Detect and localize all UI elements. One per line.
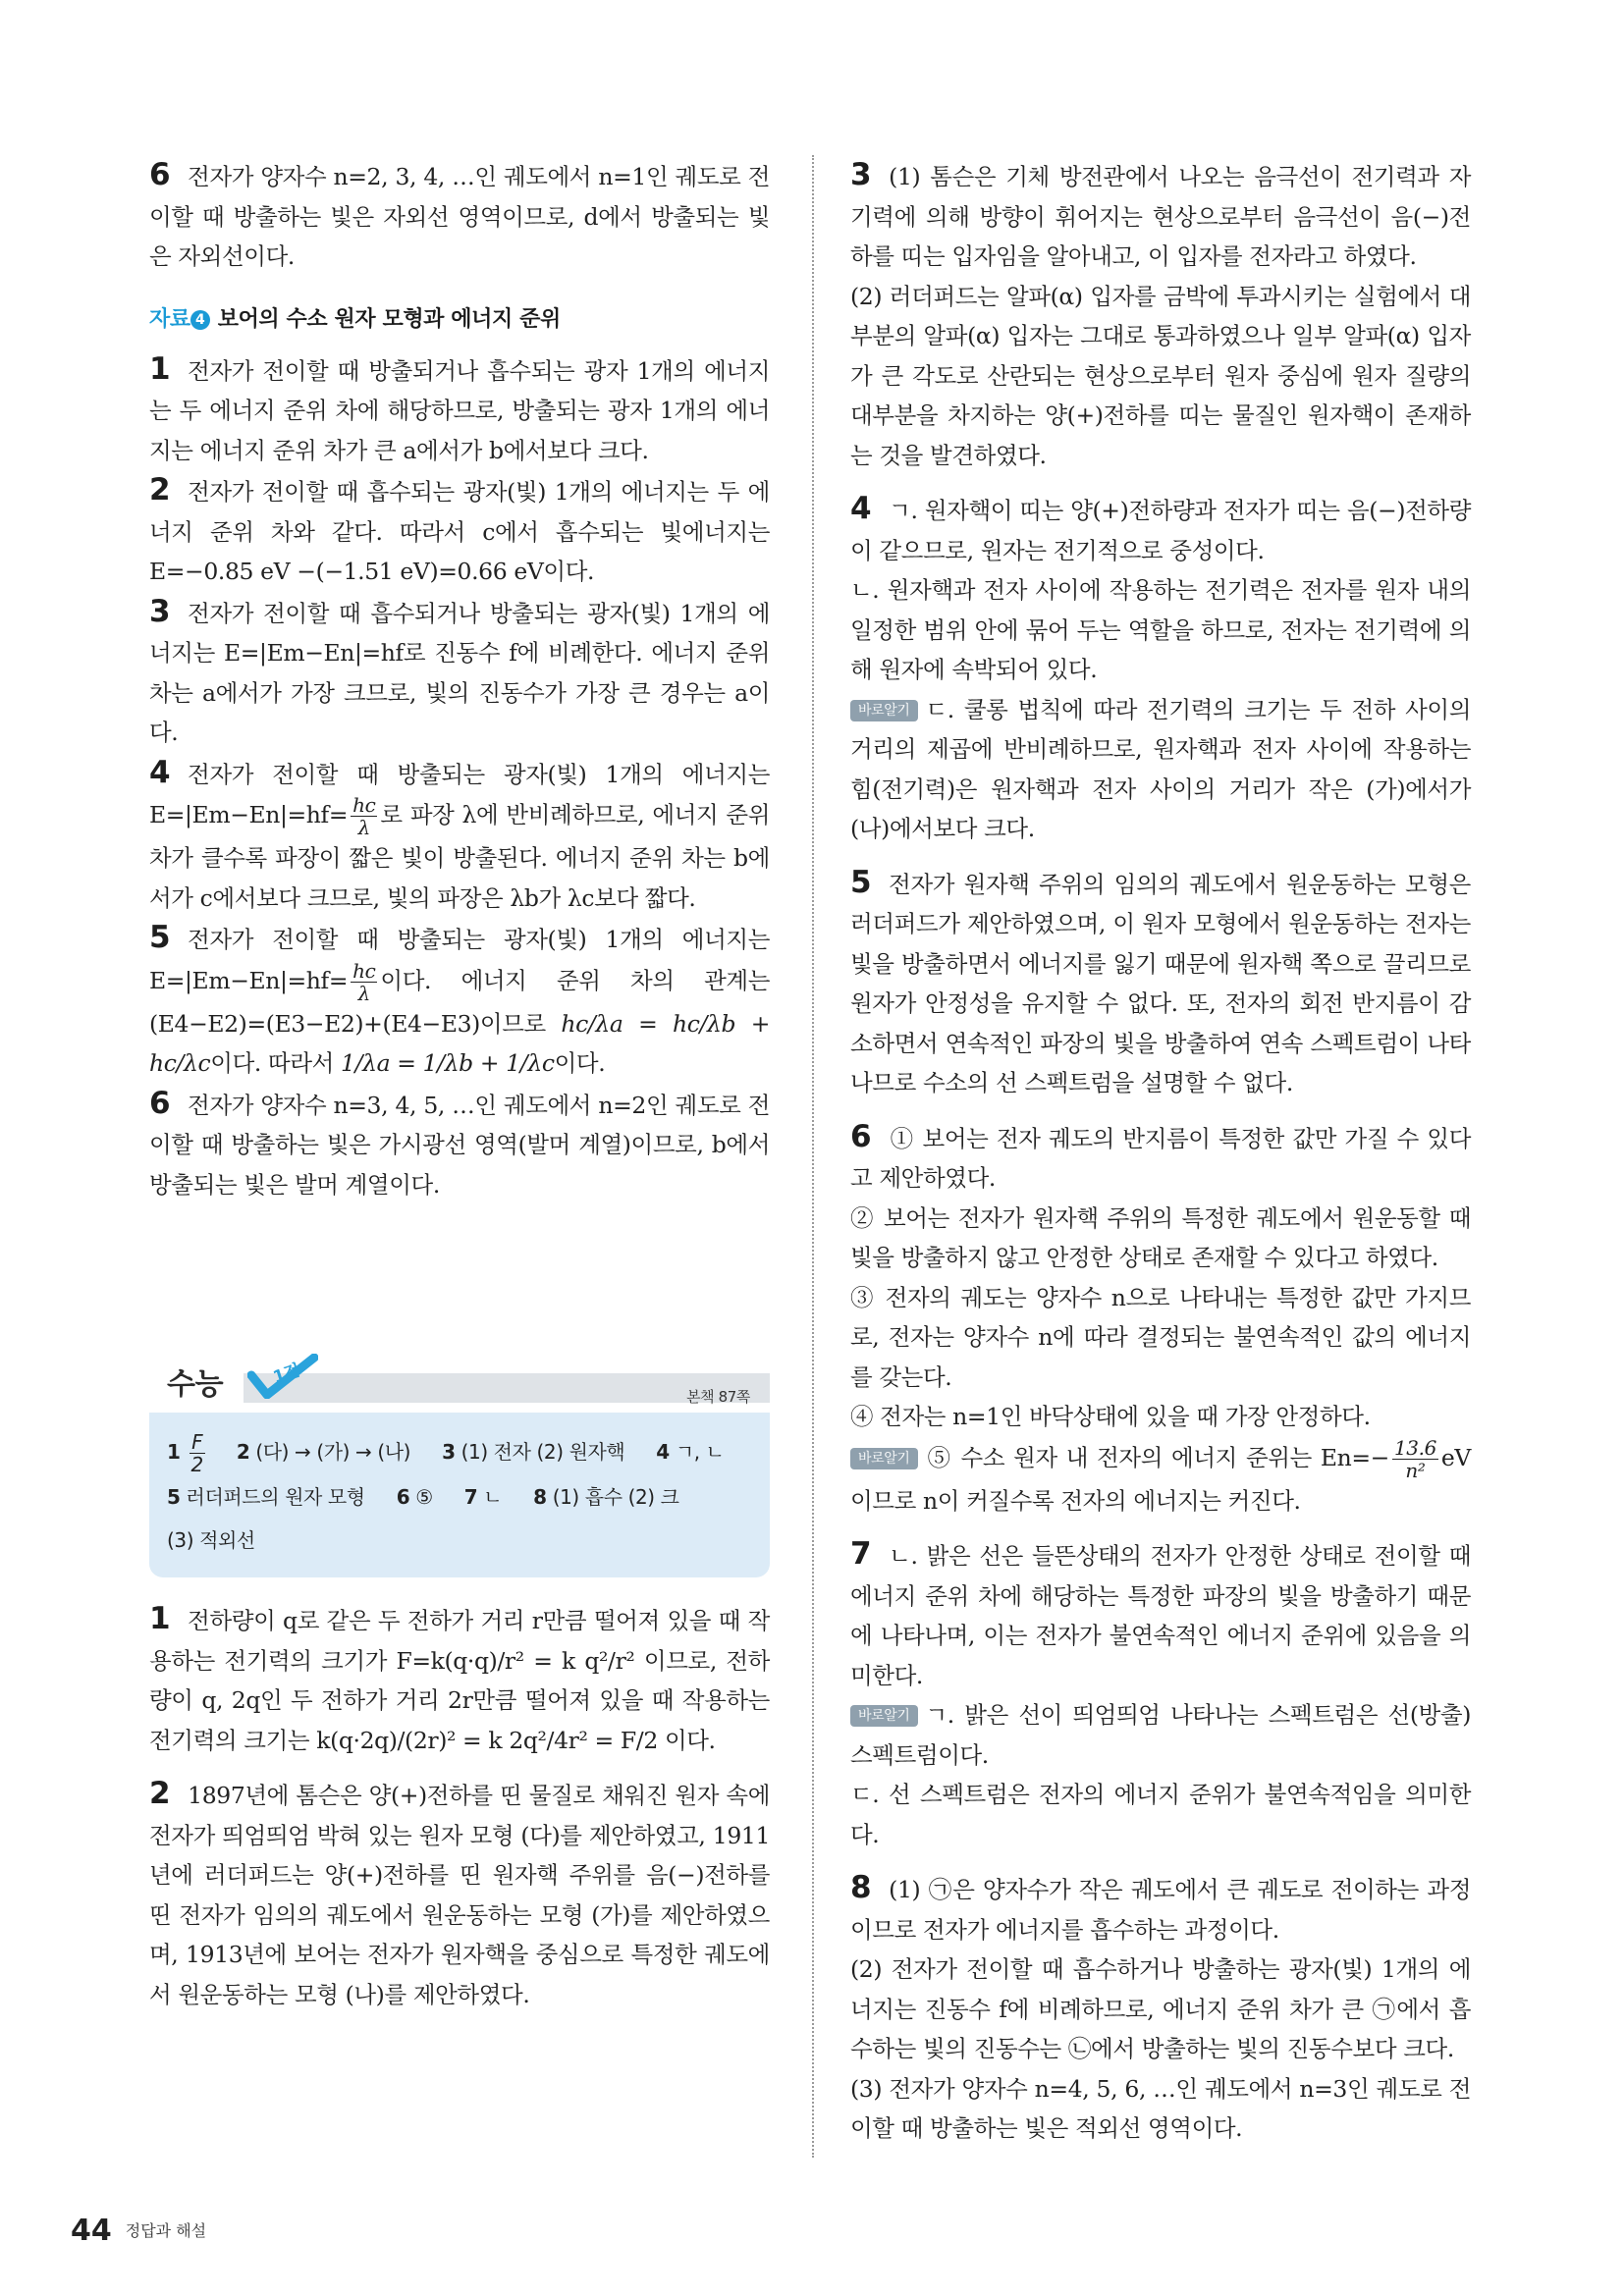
column-divider [812,155,814,2158]
page-footer [71,2214,206,2248]
data-answer-1: 1 전자가 전이할 때 방출되거나 흡수되는 광자 1개의 에너지는 두 에너지 준위 차에 해당하므로, 방출되는 광자 1개의 에너지는 에너지 준위 차가 큰 a에서가 b에서보다 크다. [149,350,770,464]
section-heading: 자료 4 보어의 수소 원자 모형과 에너지 준위 [149,306,561,332]
answer-3: 3 (1) 톰슨은 기체 방전관에서 나오는 음극선이 전기력과 자기력에 의해 방향이 휘어지는 현상으로부터 음극선이 음(−)전하를 띠는 입자임을 알아내고, 이 입자를 전자라고 하였다. (2) 러더퍼드는 알파(α) 입자를 금박에 투과시키는 실험에서 대부분의 알파(α) 입자는 그대로 통과하였으나 일부 알파(α) 입자가 큰 각도로 산란되는 현상으로부터 원자 중심에 원자 질량의 대부분을 차지하는 양(+)전하를 띠는 물질인 원자핵이 존재하는 것을 발견하였다. [850,157,1471,469]
data-answer-4: 4 전자가 전이할 때 방출되는 광자(빛) 1개의 에너지는 E=|Em−En|=hf= $\frac{hc}{\lambda}$ 로 파장 λ에 반비례하므로, 에너지 준위 차가 클수록 파장이 짧은 빛이 방출된다. 에너지 준위 차는 b에서가 c에서보다 크므로, 빛의 파장은 λb가 λc보다 짧다. [149,754,770,912]
page-number: 44 [71,2214,112,2248]
data-answer-2: 2 전자가 전이할 때 흡수되는 광자(빛) 1개의 에너지는 두 에너지 준위 차와 같다. 따라서 c에서 흡수되는 빛에너지는 E=−0.85 eV −(−1.51 eV)=0.66 eV이다. [149,472,770,585]
data-answer-6: 6 전자가 양자수 n=3, 4, 5, …인 궤도에서 n=2인 궤도로 전이할 때 방출하는 빛은 가시광선 영역(발머 계열)이므로, b에서 방출되는 빛은 발머 계열이다. [149,1085,770,1199]
answer-6-prev: 6 전자가 양자수 n=2, 3, 4, …인 궤도에서 n=1인 궤도로 전이할 때 방출하는 빛은 자외선 영역이므로, d에서 방출되는 빛은 자외선이다. [149,157,770,270]
answer-4: 4 ㄱ. 원자핵이 띠는 양(+)전하량과 전자가 띠는 음(−)전하량이 같으므로, 원자는 전기적으로 중성이다. ㄴ. 원자핵과 전자 사이에 작용하는 전기력은 전자를 원자 내의 일정한 범위 안에 묶어 두는 역할을 하므로, 전자는 전기력에 의해 원자에 속박되어 있다. 바로알기 ㄷ. 쿨롱 법칙에 따라 전기력의 크기는 두 전하 사이의 거리의 제곱에 반비례하므로, 원자핵과 전자 사이에 작용하는 힘(전기력)은 원자핵과 전자 사이의 거리가 작은 (가)에서가 (나)에서보다 크다. [850,491,1471,842]
correction-badge: 바로알기 [850,1705,918,1727]
answer-6: 6 ① 보어는 전자 궤도의 반지름이 특정한 값만 가질 수 있다고 제안하였다. ② 보어는 전자가 원자핵 주위의 특정한 궤도에서 원운동할 때 빛을 방출하지 않고 안정한 상태로 존재할 수 있다고 하였다. ③ 전자의 궤도는 양자수 n으로 나타내는 특정한 값만 가지므로, 전자는 양자수 n에 따라 결정되는 불연속적인 값의 에너지를 갖는다. ④ 전자는 n=1인 바닥상태에 있을 때 가장 안정하다. 바로알기 ⑤ 수소 원자 내 전자의 에너지 준위는 En=− $\frac{13.6}{\text{n²}}$ eV 이므로 n이 커질수록 전자의 에너지는 커진다. [850,1118,1471,1515]
correction-badge: 바로알기 [850,700,918,721]
data-answer-3: 3 전자가 전이할 때 흡수되거나 방출되는 광자(빛) 1개의 에너지는 E=|Em−En|=hf로 진동수 f에 비례한다. 에너지 준위 차는 a에서가 가장 크므로, 빛의 진동수가 가장 큰 경우는 a이다. [149,593,770,746]
answer-5: 5 전자가 원자핵 주위의 임의의 궤도에서 원운동하는 모형은 러더퍼드가 제안하였으며, 이 원자 모형에서 원운동하는 전자는 빛을 방출하면서 에너지를 잃기 때문에 원자핵 쪽으로 끌리므로 원자가 안정성을 유지할 수 없다. 또, 전자의 회전 반지름이 감소하면서 연속적인 파장의 빛을 방출하여 연속 스펙트럼이 나타나므로 수소의 선 스펙트럼을 설명할 수 없다. [850,864,1471,1096]
svg-text:1점: 1점 [270,1361,303,1388]
answer-7: 7 ㄴ. 밝은 선은 들뜬상태의 전자가 안정한 상태로 전이할 때 에너지 준위 차에 해당하는 특정한 파장의 빛을 방출하기 때문에 나타나며, 이는 전자가 불연속적인 에너지 준위에 있음을 의미한다. 바로알기 ㄱ. 밝은 선이 띄엄띄엄 나타나는 스펙트럼은 선(방출) 스펙트럼이다. ㄷ. 선 스펙트럼은 전자의 에너지 준위가 불연속적임을 의미한다. [850,1536,1471,1848]
suneung-title: 수능 [167,1367,224,1402]
suneung-answer-box: 수능 1점 본책 87쪽 1 $\frac{F}{2}$ 2 (다) → (가) → (나) 3 (1) 전자 (2) 원자핵 4 ㄱ, ㄴ 5 러더퍼드의 원자 모형 6 ⑤ 7 ㄴ 8 (1) 흡수 (2) 크 (3) 적외선 [149,1360,770,1577]
answer-8: 8 (1) ㉠은 양자수가 작은 궤도에서 큰 궤도로 전이하는 과정이므로 전자가 에너지를 흡수하는 과정이다. (2) 전자가 전이할 때 흡수하거나 방출하는 광자(빛) 1개의 에너지는 진동수 f에 비례하므로, 에너지 준위 차가 큰 ㉠에서 흡수하는 빛의 진동수는 ㉡에서 방출하는 빛의 진동수보다 크다. (3) 전자가 양자수 n=4, 5, 6, …인 궤도에서 n=3인 궤도로 전이할 때 방출하는 빛은 적외선 영역이다. [850,1870,1471,2142]
answer-1: 1 전하량이 q로 같은 두 전하가 거리 r만큼 떨어져 있을 때 작용하는 전기력의 크기가 F=k(q·q)/r² = k q²/r² 이므로, 전하량이 q, 2q인 두 전하가 거리 2r만큼 떨어져 있을 때 작용하는 전기력의 크기는 k(q·2q)/(2r)² = k 2q²/4r² = F/2 이다. [149,1601,770,1754]
answer-1-fraction: $\frac{F}{2}$ [190,1430,203,1476]
page-reference: 본책 87쪽 [686,1388,750,1406]
right-column [850,155,1471,2163]
correction-badge: 바로알기 [850,1448,918,1469]
answer-2: 2 1897년에 톰슨은 양(+)전하를 띤 물질로 채워진 원자 속에 전자가 띄엄띄엄 박혀 있는 원자 모형 (다)를 제안하였고, 1911년에 러더퍼드는 양(+)전하를 띤 원자핵 주위를 음(−)전하를 띤 전자가 임의의 궤도에서 원운동하는 모형 (가)를 제안하였으며, 1913년에 보어는 전자가 원자핵을 중심으로 특정한 궤도에서 원운동하는 모형 (나)를 제안하였다. [149,1776,770,2008]
fraction-hc-lambda-2: $\frac{hc}{\lambda}$ [352,958,376,1005]
one-point-badge-icon [247,1354,318,1399]
footer-label: 정답과 해설 [125,2221,207,2240]
data-answer-5: 5 전자가 전이할 때 방출되는 광자(빛) 1개의 에너지는 E=|Em−En|=hf= $\frac{hc}{\lambda}$ 이다. 에너지 준위 차의 관계는 (E4−E2)=(E3−E2)+(E4−E3)이므로 hc/λa = hc/λb + hc/λc이다. 따라서 1/λa = 1/λb + 1/λc이다. [149,920,771,1077]
left-column [149,155,770,2028]
fraction-hc-lambda: $\frac{hc}{\lambda}$ [352,793,376,839]
energy-fraction: $\frac{13.6}{\text{n²}}$ [1393,1435,1436,1482]
